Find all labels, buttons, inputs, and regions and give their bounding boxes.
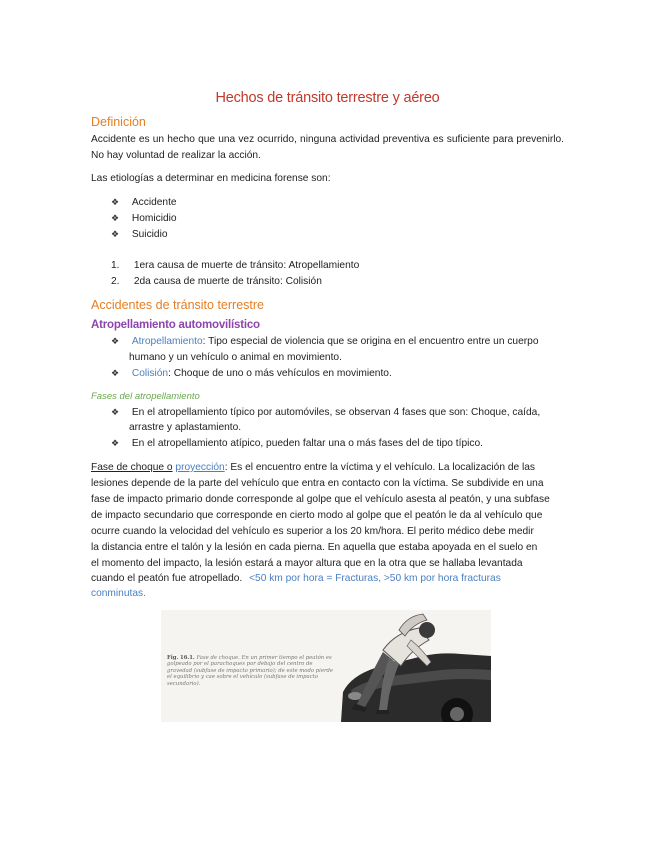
figure-label: Fig.: [167, 655, 179, 661]
fase-item: [111, 438, 483, 449]
choque-text: cuando el peatón fue atropellado.: [91, 573, 243, 584]
choque-line: [91, 573, 501, 584]
diamond-bullet-icon: ❖: [111, 438, 120, 448]
etiologia-text: Accidente: [131, 197, 177, 208]
atropellamiento-item: [111, 336, 538, 347]
velocidad-highlight-cont: conminutas.: [91, 588, 146, 599]
diamond-bullet-icon: ❖: [111, 213, 120, 223]
etiologia-item: [111, 229, 168, 240]
causa-item: [111, 276, 322, 287]
choque-line: lesiones depende de la parte del vehículo que entra en contacto con la víctima. Se subdivide en una: [91, 478, 544, 489]
etiologias-intro: Las etiologías a determinar en medicina forense son:: [91, 173, 331, 184]
choque-text: : Es el encuentro entre la víctima y el vehículo. La localización de las: [224, 462, 536, 473]
proyeccion-link[interactable]: proyección: [175, 462, 225, 473]
car-pedestrian-drawing: [161, 610, 491, 722]
diamond-bullet-icon: ❖: [111, 336, 120, 346]
choque-line: de impacto secundario que corresponde en cierto modo al golpe que el peatón le da al vehículo que: [91, 510, 543, 521]
definicion-paragraph: Accidente es un hecho que una vez ocurrido, ninguna actividad preventiva es suficiente para prevenirlo. No hay voluntad de realizar la acción.: [91, 134, 564, 161]
etiologia-item: [111, 197, 177, 208]
velocidad-highlight: <50 km por hora = Fracturas, >50 km por hora fracturas: [249, 573, 501, 584]
figure-illustration: [161, 610, 491, 722]
diamond-bullet-icon: ❖: [111, 368, 120, 378]
figure-caption-text: Fase de choque. En un primer tiempo el peatón es golpeado por el parachoques por debajo del centro de gravedad (subfase de impacto primario); de este modo pierde el equilibrio y cae sobre el vehículo (subfase de impacto secundario).: [167, 655, 334, 687]
diamond-bullet-icon: ❖: [111, 229, 120, 239]
causa-text: 2da causa de muerte de tránsito: Colisión: [133, 276, 322, 287]
choque-line: el momento del impacto, la lesión estará a mayor altura que en la otra que se hallaba levantada: [91, 558, 523, 569]
fase-text: En el atropellamiento típico por automóviles, se observan 4 fases que son: Choque, caída,: [131, 407, 541, 418]
fase-text: En el atropellamiento atípico, pueden faltar una o más fases del de tipo típico.: [131, 438, 483, 449]
choque-label: Fase de choque o: [91, 462, 173, 473]
choque-line: fase de impacto primario donde corresponde al golpe que el vehículo asesta al peatón, y una subfase: [91, 494, 550, 505]
causa-item: [111, 260, 359, 271]
etiologia-text: Suicidio: [131, 229, 168, 240]
etiologia-item: [111, 213, 177, 224]
page-title: Hechos de tránsito terrestre y aéreo: [215, 90, 440, 106]
term-atropellamiento: Atropellamiento: [131, 336, 203, 347]
causa-number: 2.: [111, 276, 120, 287]
atropellamiento-def-cont: humano y un vehículo o animal en movimiento.: [129, 352, 342, 363]
etiologia-text: Homicidio: [131, 213, 177, 224]
figure-number: 16.1.: [180, 655, 195, 661]
colision-def: : Choque de uno o más vehículos en movimiento.: [168, 368, 392, 379]
diamond-bullet-icon: ❖: [111, 407, 120, 417]
choque-line: ocurre cuando la velocidad del vehículo es superior a los 20 km/hora. El perito médico debe medir: [91, 526, 534, 537]
heading-accidentes: Accidentes de tránsito terrestre: [91, 298, 264, 312]
heading-fases: Fases del atropellamiento: [91, 391, 200, 402]
choque-line: la distancia entre el talón y la lesión en cada pierna. En aquella que estaba apoyada en el suelo en: [91, 542, 538, 553]
colision-item: [111, 368, 392, 379]
term-colision: Colisión: [131, 368, 169, 379]
heading-definicion: Definición: [91, 115, 146, 129]
heading-atropellamiento: Atropellamiento automovilístico: [91, 319, 260, 331]
atropellamiento-def: : Tipo especial de violencia que se origina en el encuentro entre un cuerpo: [202, 336, 539, 347]
causa-number: 1.: [111, 260, 120, 271]
choque-line: [91, 462, 535, 473]
fase-item: [111, 407, 540, 418]
fase-text-cont: arrastre y aplastamiento.: [129, 422, 242, 433]
causa-text: 1era causa de muerte de tránsito: Atropellamiento: [133, 260, 360, 271]
diamond-bullet-icon: ❖: [111, 197, 120, 207]
